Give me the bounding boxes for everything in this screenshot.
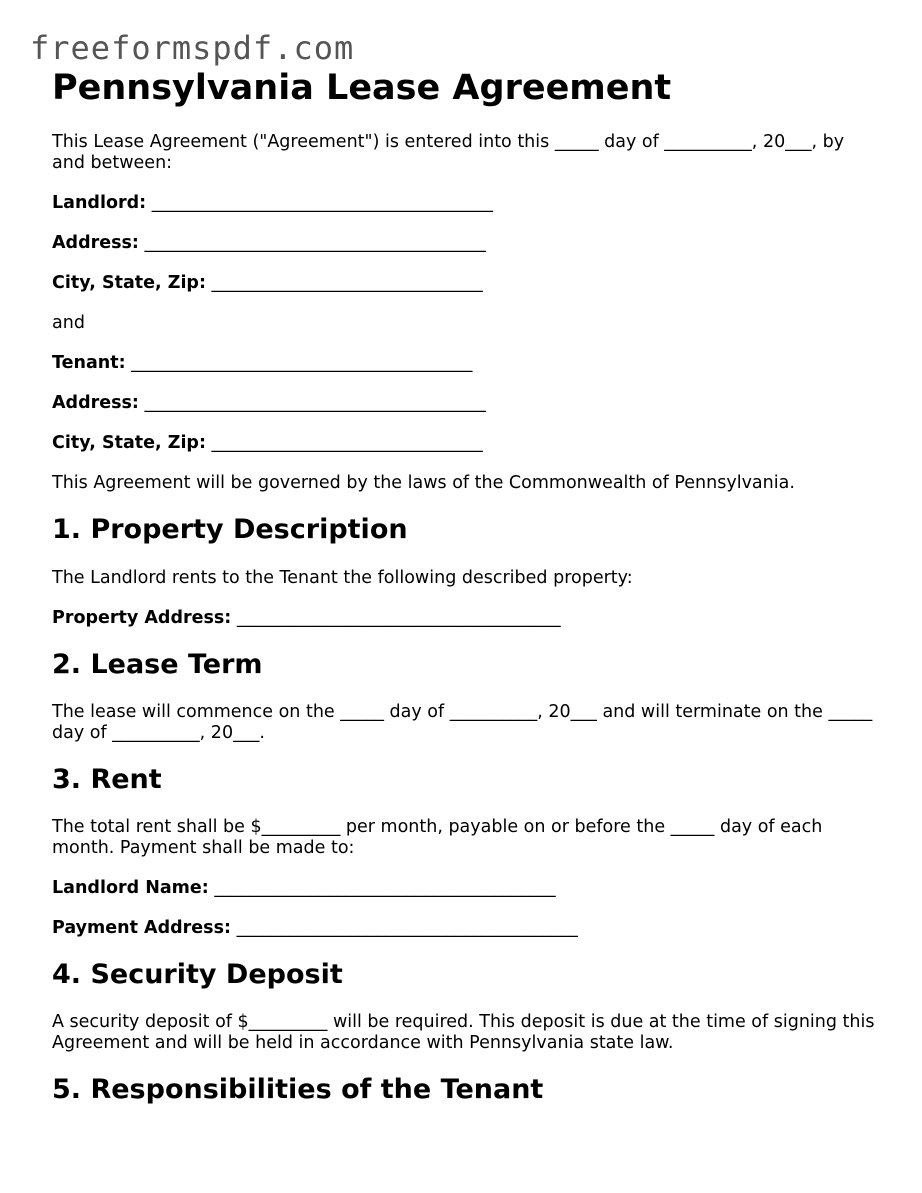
landlord-name-payment-blank[interactable]: _______________________________________ — [214, 878, 556, 898]
rent-text: The total rent shall be $_________ per month, payable on or before the _____ day of each month. Payment shall be made to: — [52, 817, 823, 858]
landlord-address-label: Address: — [52, 233, 139, 253]
section-heading-property: 1. Property Description — [52, 514, 408, 545]
tenant-city-label: City, State, Zip: — [52, 433, 206, 453]
tenant-city-line — [52, 433, 882, 454]
property-address-blank[interactable]: _____________________________________ — [236, 608, 561, 628]
payment-address-blank[interactable]: _______________________________________ — [236, 918, 578, 938]
tenant-address-line — [52, 393, 882, 414]
landlord-name-payment-line — [52, 878, 882, 899]
tenant-label: Tenant: — [52, 353, 126, 373]
term-text: The lease will commence on the _____ day of __________, 20___ and will terminate on the _____ day of __________, 20___. — [52, 702, 873, 743]
watermark: freeformspdf.com — [30, 29, 355, 67]
landlord-label: Landlord: — [52, 193, 147, 213]
landlord-city-label: City, State, Zip: — [52, 273, 206, 293]
deposit-text: A security deposit of $_________ will be required. This deposit is due at the time of signing this Agreement and will be held in accordance with Pennsylvania state law. — [52, 1012, 875, 1053]
section-heading-term: 2. Lease Term — [52, 649, 263, 680]
landlord-city-line — [52, 273, 882, 294]
landlord-name-line — [52, 193, 882, 214]
landlord-name-blank[interactable]: _______________________________________ — [151, 193, 493, 213]
landlord-address-blank[interactable]: _______________________________________ — [144, 233, 486, 253]
tenant-address-label: Address: — [52, 393, 139, 413]
property-address-label: Property Address: — [52, 608, 232, 628]
payment-address-line — [52, 918, 882, 939]
tenant-city-blank[interactable]: _______________________________ — [211, 433, 483, 453]
governing-law-text: This Agreement will be governed by the laws of the Commonwealth of Pennsylvania. — [52, 473, 795, 493]
tenant-address-blank[interactable]: _______________________________________ — [144, 393, 486, 413]
intro-paragraph: This Lease Agreement ("Agreement") is entered into this _____ day of __________, 20___, by and between: — [52, 132, 845, 173]
property-address-line — [52, 608, 882, 629]
tenant-name-line — [52, 353, 882, 374]
landlord-address-line — [52, 233, 882, 254]
property-text: The Landlord rents to the Tenant the following described property: — [52, 568, 633, 588]
and-text: and — [52, 313, 85, 333]
document-page — [52, 64, 882, 1108]
landlord-city-blank[interactable]: _______________________________ — [211, 273, 483, 293]
landlord-name-label: Landlord Name: — [52, 878, 209, 898]
section-heading-responsibilities: 5. Responsibilities of the Tenant — [52, 1074, 544, 1105]
section-heading-deposit: 4. Security Deposit — [52, 959, 343, 990]
page-title: Pennsylvania Lease Agreement — [52, 68, 672, 108]
tenant-name-blank[interactable]: _______________________________________ — [131, 353, 473, 373]
section-heading-rent: 3. Rent — [52, 764, 162, 795]
payment-address-label: Payment Address: — [52, 918, 231, 938]
